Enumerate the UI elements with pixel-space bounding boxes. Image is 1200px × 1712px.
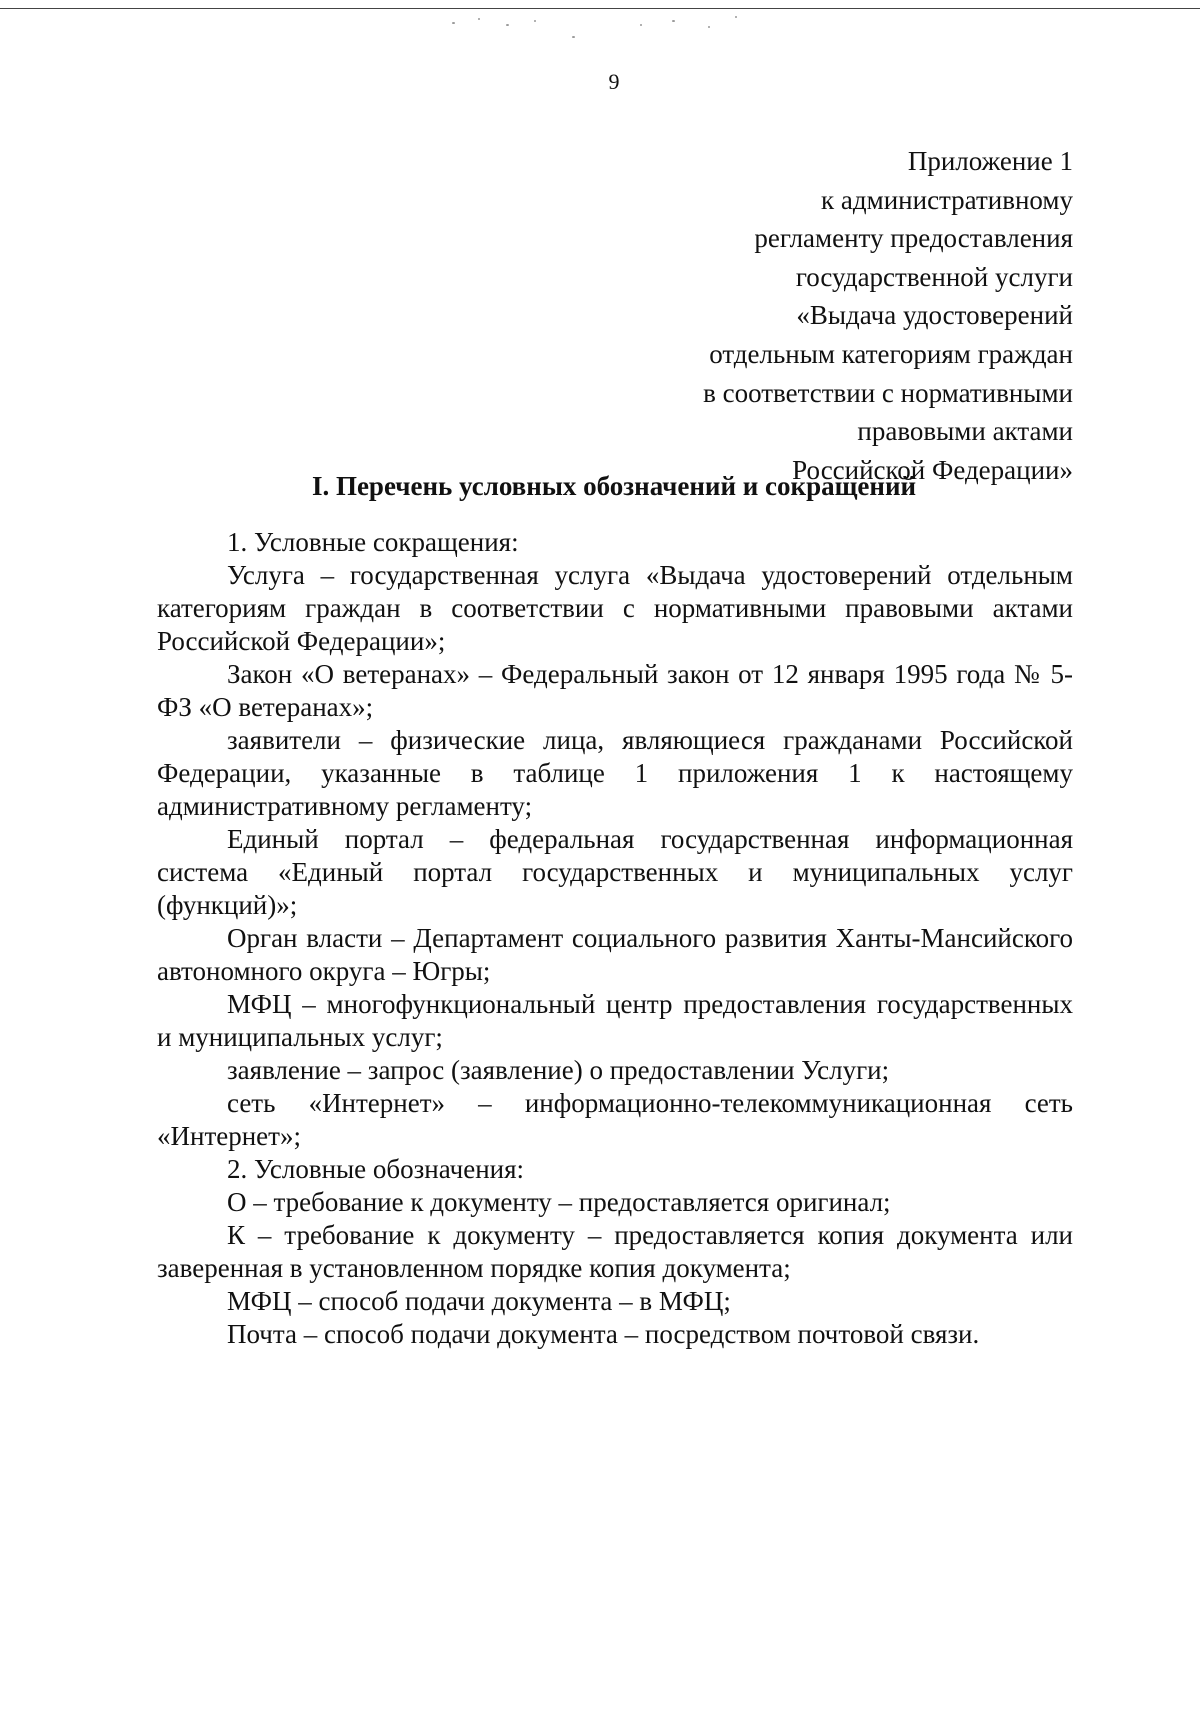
appendix-line: отдельным категориям граждан	[709, 338, 1073, 369]
appendix-line: регламенту предоставления	[754, 223, 1073, 254]
definition-paragraph: заявление – запрос (заявление) о предоставлении Услуги;	[227, 1055, 890, 1085]
definition-paragraph: сеть «Интернет» – информационно-телекоммуникационная сеть «Интернет»;	[157, 1088, 1073, 1151]
scan-speck	[672, 20, 675, 22]
subsection-heading-abbreviations: 1. Условные сокращения:	[227, 527, 519, 557]
scan-speck	[506, 24, 509, 26]
appendix-line: к административному	[821, 184, 1073, 215]
scan-speck	[478, 18, 480, 20]
definition-paragraph: Услуга – государственная услуга «Выдача удостоверений отдельным категориям граждан в соответствии с нормативными правовыми актами Российской Федерации»;	[157, 560, 1073, 656]
appendix-line: Российской Федерации»	[792, 454, 1073, 485]
definition-paragraph: Единый портал – федеральная государственная информационная система «Единый портал государственных и муниципальных услуг (функций)»;	[157, 824, 1073, 920]
page-number: 9	[608, 69, 620, 94]
appendix-line: в соответствии с нормативными	[703, 377, 1073, 408]
appendix-line: государственной услуги	[795, 261, 1073, 292]
appendix-line: правовыми актами	[857, 416, 1073, 447]
scan-speck	[534, 20, 536, 22]
scan-speck	[708, 26, 710, 28]
definition-paragraph: Закон «О ветеранах» – Федеральный закон от 12 января 1995 года № 5-ФЗ «О ветеранах»;	[157, 659, 1073, 722]
definition-paragraph: заявители – физические лица, являющиеся гражданами Российской Федерации, указанные в таблице 1 приложения 1 к настоящему административному регламенту;	[157, 725, 1073, 821]
definition-paragraph: Орган власти – Департамент социального развития Ханты-Мансийского автономного округа – Югры;	[157, 923, 1073, 986]
scan-speck	[452, 22, 455, 24]
scan-speck	[640, 24, 642, 26]
symbol-definition: МФЦ – способ подачи документа – в МФЦ;	[227, 1286, 731, 1316]
appendix-line: «Выдача удостоверений	[796, 300, 1073, 331]
document-body	[157, 526, 1073, 1351]
appendix-line: Приложение 1	[907, 146, 1073, 176]
symbol-definition: Почта – способ подачи документа – посредством почтовой связи.	[227, 1319, 980, 1349]
symbol-definition: К – требование к документу – предоставляется копия документа или заверенная в установленном порядке копия документа;	[157, 1220, 1073, 1283]
scan-edge-line	[0, 8, 1200, 9]
appendix-reference-block	[513, 142, 1073, 489]
scan-speck	[572, 36, 575, 38]
definition-paragraph: МФЦ – многофункциональный центр предоставления государственных и муниципальных услуг;	[157, 989, 1073, 1052]
scan-speck	[735, 16, 737, 18]
section-title: I. Перечень условных обозначений и сокращений	[311, 471, 917, 501]
subsection-heading-symbols: 2. Условные обозначения:	[227, 1154, 525, 1184]
symbol-definition: О – требование к документу – предоставляется оригинал;	[227, 1187, 891, 1217]
